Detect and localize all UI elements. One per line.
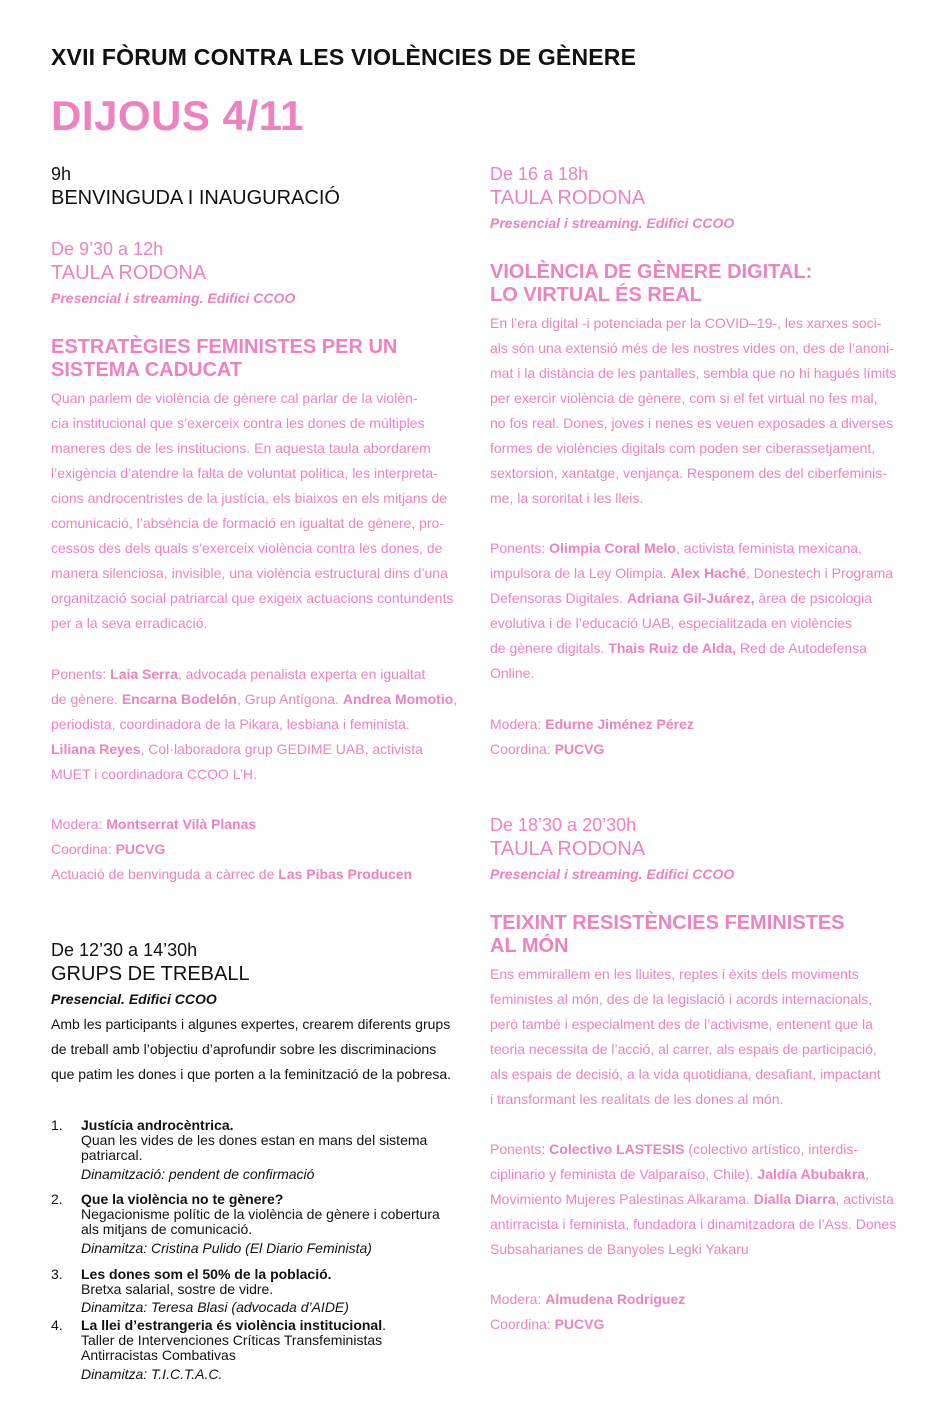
coordina-name: PUCVG — [554, 741, 605, 757]
session-mode: Presencial i streaming. Edifici CCOO — [490, 215, 735, 231]
modera-name: Almudena Rodriguez — [545, 1291, 686, 1307]
desc-line: cessos des dels quals s’exerceix violència contra les dones, de — [51, 540, 443, 556]
item-facilitator: Dinamitza: Teresa Blasi (advocada d’AIDE) — [81, 1299, 349, 1315]
speaker-name: Liliana Reyes — [51, 741, 141, 757]
session-violencia-digital — [490, 162, 900, 232]
session-description — [490, 311, 910, 511]
modera-label: Modera: — [51, 816, 103, 832]
speaker-desc: àrea de psicologia — [754, 590, 873, 606]
desc-line: als espais de decisió, a la vida quotidiana, desafiant, impactant — [490, 1066, 881, 1082]
session-time: De 12’30 a 14’30h — [51, 940, 198, 960]
session-title-line: AL MÓN — [490, 935, 569, 957]
item-title: La llei d’estrangeria és violència institucional — [81, 1317, 383, 1333]
desc-line: manera silenciosa, invisible, una violència estructural dins d’una — [51, 565, 448, 581]
speaker-name: Dialla Diarra — [753, 1191, 836, 1207]
speaker-desc: impulsora de la Ley Olimpia. — [490, 565, 667, 581]
speaker-desc: , advocada penalista experta en igualtat — [177, 666, 426, 682]
session-title — [51, 336, 471, 382]
credits-block — [490, 1287, 910, 1337]
speaker-name: Jaldía Abubakra — [757, 1166, 866, 1182]
workgroup-item — [51, 1118, 451, 1182]
speaker-desc: (colectivo artístico, interdis- — [684, 1141, 859, 1157]
credits-block — [490, 712, 910, 762]
desc-line: sextorsion, xantatge, venjança. Responem des del ciberfeminis- — [490, 465, 887, 481]
desc-line: per a la seva erradicació. — [51, 615, 208, 631]
session-title-line: ESTRATÈGIES FEMINISTES PER UN — [51, 336, 398, 358]
desc-line: Ens emmirallem en les lluites, reptes i èxits dels moviments — [490, 966, 859, 982]
session-kind: TAULA RODONA — [490, 838, 646, 860]
session-mode: Presencial. Edifici CCOO — [51, 991, 217, 1007]
speaker-name: Andrea Momotio — [342, 691, 454, 707]
session-time: De 18’30 a 20’30h — [490, 815, 637, 835]
forum-title: XVII FÒRUM CONTRA LES VIOLÈNCIES DE GÈNERE — [51, 44, 637, 70]
session-kind: TAULA RODONA — [490, 187, 646, 209]
desc-line: que patim les dones i que porten a la feminització de la pobresa. — [51, 1066, 452, 1082]
modera-label: Modera: — [490, 1291, 542, 1307]
actuacio-name: Las Pibas Producen — [278, 866, 413, 882]
ponents-label: Ponents: — [490, 1141, 546, 1157]
speaker-desc: , — [865, 1166, 869, 1182]
speaker-desc: antirracista i feminista, fundadora i dinamitzadora de l’Ass. Dones — [490, 1216, 897, 1232]
desc-line: organització social patriarcal que exigeix actuacions contundents — [51, 590, 454, 606]
desc-line: teoria necessita de l’acció, al carrer, als espais de participació, — [490, 1041, 877, 1057]
speaker-name: Alex Haché — [670, 565, 747, 581]
speaker-name: Encarna Bodelón — [121, 691, 237, 707]
ponents-label: Ponents: — [490, 540, 546, 556]
speaker-desc: Movimiento Mujeres Palestinas Alkarama. — [490, 1191, 750, 1207]
credits-block — [51, 812, 471, 887]
session-title-line: LO VIRTUAL ÉS REAL — [490, 284, 702, 306]
session-description — [51, 386, 471, 636]
session-time: De 16 a 18h — [490, 164, 589, 184]
item-title: Les dones som el 50% de la població. — [81, 1266, 332, 1282]
ponents-block — [490, 536, 910, 686]
session-title-line: TEIXINT RESISTÈNCIES FEMINISTES — [490, 912, 845, 934]
session-title-line: SISTEMA CADUCAT — [51, 359, 243, 381]
item-number: 4. — [51, 1317, 63, 1333]
desc-line: de treball amb l’objectiu d’aprofundir sobre les discriminacions — [51, 1041, 437, 1057]
desc-line: formes de violències digitals com poden ser ciberassetjament, — [490, 440, 876, 456]
speaker-name: Laia Serra — [110, 666, 178, 682]
coordina-label: Coordina: — [51, 841, 112, 857]
speaker-desc: Red de Autodefensa — [736, 640, 867, 656]
item-line: patriarcal. — [81, 1147, 143, 1163]
desc-line: comunicació, l’absència de formació en igualtat de gènere, pro- — [51, 515, 445, 531]
coordina-label: Coordina: — [490, 1316, 551, 1332]
modera-name: Montserrat Vilà Planas — [106, 816, 257, 832]
desc-line: no fos real. Dones, joves i nenes es veuen exposades a diverses — [490, 415, 894, 431]
desc-line: maneres des de les institucions. En aquesta taula abordarem — [51, 440, 431, 456]
desc-line: Quan parlem de violència de gènere cal parlar de la violèn- — [51, 390, 418, 406]
session-title — [490, 912, 910, 958]
desc-line: però també i especialment des de l’activisme, entenent que la — [490, 1016, 873, 1032]
speaker-desc: de gènere digitals. — [490, 640, 605, 656]
desc-line: mat i la distància de les pantalles, sembla que no hi hagués límits — [490, 365, 897, 381]
item-line: als mitjans de comunicació. — [81, 1221, 253, 1237]
speaker-desc: , Donestech i Programa — [746, 565, 894, 581]
session-mode: Presencial i streaming. Edifici CCOO — [490, 866, 735, 882]
session-title — [490, 261, 910, 307]
desc-line: cia institucional que s’exerceix contra les dones de múltiples — [51, 415, 425, 431]
item-title: Justícia androcèntrica. — [81, 1117, 234, 1133]
desc-line: me, la sororitat i les lleis. — [490, 490, 644, 506]
speaker-name: Adriana Gil-Juárez, — [626, 590, 755, 606]
speaker-desc: , activista feminista mexicana, — [675, 540, 862, 556]
speaker-name: Thais Ruiz de Alda, — [608, 640, 737, 656]
speaker-desc: , activista — [835, 1191, 894, 1207]
item-number: 1. — [51, 1117, 63, 1133]
item-line: Bretxa salarial, sostre de vidre. — [81, 1281, 274, 1297]
speaker-desc: periodista, coordinadora de la Pikara, lesbiana i feminista. — [51, 716, 410, 732]
speaker-name: Colectivo LASTESIS — [549, 1141, 685, 1157]
item-number: 3. — [51, 1266, 63, 1282]
item-title: Que la violència no te gènere? — [81, 1191, 284, 1207]
session-estrategies — [51, 237, 461, 307]
speaker-desc: , Grup Antígona. — [236, 691, 339, 707]
item-line: Taller de Intervenciones Críticas Transfeministas — [81, 1332, 383, 1348]
session-kind: GRUPS DE TREBALL — [51, 963, 250, 985]
workgroup-item — [51, 1267, 451, 1315]
item-facilitator: Dinamització: pendent de confirmació — [81, 1166, 315, 1182]
session-grups — [51, 938, 471, 1008]
speaker-name: Olimpia Coral Melo — [549, 540, 676, 556]
workgroup-item — [51, 1192, 451, 1256]
item-line: Quan les vides de les dones estan en mans del sistema — [81, 1132, 428, 1148]
desc-line: l’exigència d’atendre la falta de voluntat política, les interpreta- — [51, 465, 438, 481]
item-line: Antirracistas Combativas — [81, 1347, 236, 1363]
speaker-desc: MUET i coordinadora CCOO L’H. — [51, 766, 257, 782]
coordina-label: Coordina: — [490, 741, 551, 757]
modera-name: Edurne Jiménez Pérez — [545, 716, 694, 732]
coordina-name: PUCVG — [115, 841, 166, 857]
ponents-block — [490, 1137, 910, 1262]
actuacio-label: Actuació de benvinguda a càrrec de — [51, 866, 275, 882]
desc-line: En l’era digital -i potenciada per la COVID–19-, les xarxes soci- — [490, 315, 882, 331]
welcome-time: 9h — [51, 164, 72, 184]
session-kind: TAULA RODONA — [51, 262, 207, 284]
desc-line: Amb les participants i algunes expertes, crearem diferents grups — [51, 1016, 451, 1032]
modera-label: Modera: — [490, 716, 542, 732]
workgroup-item — [51, 1318, 451, 1382]
session-mode: Presencial i streaming. Edifici CCOO — [51, 290, 296, 306]
desc-line: als són una extensió més de les nostres vides on, des de l’anoni- — [490, 340, 894, 356]
desc-line: cions androcentristes de la justícia, els biaixos en els mitjans de — [51, 490, 448, 506]
session-time: De 9’30 a 12h — [51, 239, 164, 259]
speaker-desc: de gènere. — [51, 691, 118, 707]
welcome-title: BENVINGUDA I INAUGURACIÓ — [51, 187, 340, 209]
item-facilitator: Dinamitza: Cristina Pulido (El Diario Feminista) — [81, 1240, 372, 1256]
speaker-desc: , — [453, 691, 458, 707]
welcome-block — [51, 162, 461, 210]
session-title-line: VIOLÈNCIA DE GÈNERE DIGITAL: — [490, 261, 813, 283]
session-description — [51, 1012, 471, 1087]
speaker-desc: Online. — [490, 665, 535, 681]
item-line: Negacionisme polític de la violència de gènere i cobertura — [81, 1206, 440, 1222]
speaker-desc: , Col·laboradora grup GEDIME UAB, activista — [140, 741, 423, 757]
session-teixint — [490, 813, 900, 883]
day-heading: DIJOUS 4/11 — [51, 92, 304, 139]
speaker-desc: evolutiva i de l’educació UAB, especialitzada en violències — [490, 615, 852, 631]
desc-line: i transformant les realitats de les dones al món. — [490, 1091, 784, 1107]
item-title-tail: . — [382, 1317, 386, 1333]
ponents-block — [51, 662, 471, 787]
speaker-desc: ciplinario y feminista de Valparaíso, Chile). — [490, 1166, 754, 1182]
desc-line: per exercir violència de gènere, com si el fet virtual no fes mal, — [490, 390, 878, 406]
ponents-label: Ponents: — [51, 666, 107, 682]
session-description — [490, 962, 910, 1112]
item-facilitator: Dinamitza: T.I.C.T.A.C. — [81, 1366, 223, 1382]
speaker-desc: Subsaharianes de Banyoles Legki Yakaru — [490, 1241, 749, 1257]
desc-line: feministes al món, des de la legislació i acords internacionals, — [490, 991, 873, 1007]
coordina-name: PUCVG — [554, 1316, 605, 1332]
speaker-desc: Defensoras Digitales. — [490, 590, 624, 606]
item-number: 2. — [51, 1191, 63, 1207]
